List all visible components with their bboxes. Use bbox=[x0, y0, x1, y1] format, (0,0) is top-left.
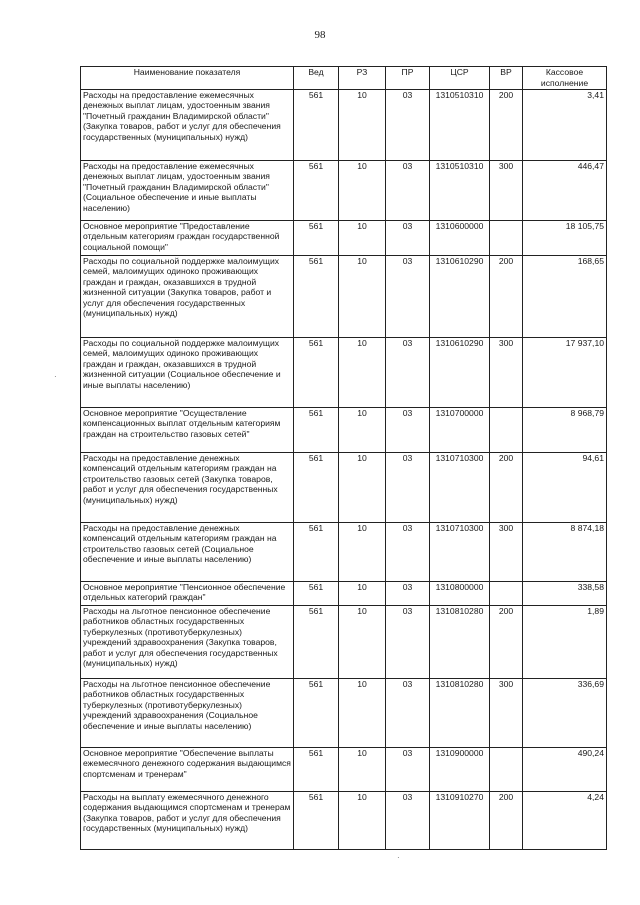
row-vr: 200 bbox=[490, 90, 523, 161]
row-ved: 561 bbox=[294, 256, 339, 338]
row-name: Основное мероприятие "Осуществление компенсационных выплат отдельным категориям граждан на строительство газовых сетей" bbox=[81, 408, 294, 453]
row-ved: 561 bbox=[294, 453, 339, 523]
row-name: Расходы на льготное пенсионное обеспечение работников областных государственных туберкулезных (противотуберкулезных) учреждений здравоохранения (Закупка товаров, работ и услуг для обеспечения государственных (муниципальных) нужд) bbox=[81, 606, 294, 679]
row-rz: 10 bbox=[339, 90, 386, 161]
row-cash: 338,58 bbox=[523, 582, 607, 606]
row-ved: 561 bbox=[294, 221, 339, 256]
row-csr: 1310810280 bbox=[430, 606, 490, 679]
row-rz: 10 bbox=[339, 679, 386, 748]
row-name: Расходы на предоставление денежных компенсаций отдельным категориям граждан на строительство газовых сетей (Закупка товаров, работ и услуг для обеспечения государственных (муниципальных) нужд) bbox=[81, 453, 294, 523]
row-ved: 561 bbox=[294, 408, 339, 453]
row-pr: 03 bbox=[386, 408, 430, 453]
table-row bbox=[81, 161, 607, 221]
header-ved: Вед bbox=[294, 67, 339, 90]
row-vr: 300 bbox=[490, 161, 523, 221]
row-csr: 1310610290 bbox=[430, 256, 490, 338]
row-cash: 94,61 bbox=[523, 453, 607, 523]
row-vr bbox=[490, 408, 523, 453]
row-ved: 561 bbox=[294, 161, 339, 221]
row-rz: 10 bbox=[339, 792, 386, 850]
row-pr: 03 bbox=[386, 161, 430, 221]
row-ved: 561 bbox=[294, 748, 339, 792]
row-vr bbox=[490, 221, 523, 256]
row-pr: 03 bbox=[386, 256, 430, 338]
header-pr: ПР bbox=[386, 67, 430, 90]
row-vr: 200 bbox=[490, 256, 523, 338]
row-name: Расходы на предоставление денежных компенсаций отдельным категориям граждан на строительство газовых сетей (Социальное обеспечение и иные выплаты населению) bbox=[81, 523, 294, 582]
row-ved: 561 bbox=[294, 523, 339, 582]
row-vr: 300 bbox=[490, 523, 523, 582]
row-pr: 03 bbox=[386, 453, 430, 523]
table-row bbox=[81, 606, 607, 679]
row-csr: 1310600000 bbox=[430, 221, 490, 256]
row-csr: 1310810280 bbox=[430, 679, 490, 748]
header-rz: РЗ bbox=[339, 67, 386, 90]
row-name: Расходы по социальной поддержке малоимущих семей, малоимущих одиноко проживающих граждан и граждан, оказавшихся в трудной жизненной ситуации (Социальное обеспечение и иные выплаты населению) bbox=[81, 338, 294, 408]
row-ved: 561 bbox=[294, 582, 339, 606]
row-name: Основное мероприятие "Предоставление отдельным категориям граждан государственной социальной помощи" bbox=[81, 221, 294, 256]
row-csr: 1310710300 bbox=[430, 453, 490, 523]
row-name: Основное мероприятие "Пенсионное обеспечение отдельных категорий граждан" bbox=[81, 582, 294, 606]
row-name: Расходы по социальной поддержке малоимущих семей, малоимущих одиноко проживающих граждан и граждан, оказавшихся в трудной жизненной ситуации (Закупка товаров, работ и услуг для обеспечения государственных (муниципальных) нужд) bbox=[81, 256, 294, 338]
table-row bbox=[81, 748, 607, 792]
row-pr: 03 bbox=[386, 523, 430, 582]
row-cash: 8 968,79 bbox=[523, 408, 607, 453]
table-row bbox=[81, 582, 607, 606]
row-csr: 1310910270 bbox=[430, 792, 490, 850]
row-csr: 1310510310 bbox=[430, 90, 490, 161]
row-pr: 03 bbox=[386, 748, 430, 792]
row-csr: 1310610290 bbox=[430, 338, 490, 408]
row-ved: 561 bbox=[294, 792, 339, 850]
table-row bbox=[81, 221, 607, 256]
row-rz: 10 bbox=[339, 582, 386, 606]
table-row bbox=[81, 792, 607, 850]
row-csr: 1310900000 bbox=[430, 748, 490, 792]
table-row bbox=[81, 679, 607, 748]
row-vr: 200 bbox=[490, 453, 523, 523]
row-name: Расходы на выплату ежемесячного денежного содержания выдающимся спортсменам и тренерам (Закупка товаров, работ и услуг для обеспечения государственных (муниципальных) нужд) bbox=[81, 792, 294, 850]
row-vr: 300 bbox=[490, 679, 523, 748]
row-cash: 336,69 bbox=[523, 679, 607, 748]
header-name: Наименование показателя bbox=[81, 67, 294, 90]
row-csr: 1310700000 bbox=[430, 408, 490, 453]
row-rz: 10 bbox=[339, 453, 386, 523]
row-csr: 1310510310 bbox=[430, 161, 490, 221]
row-vr bbox=[490, 748, 523, 792]
row-name: Основное мероприятие "Обеспечение выплаты ежемесячного денежного содержания выдающимся спортсменам и тренерам" bbox=[81, 748, 294, 792]
row-pr: 03 bbox=[386, 792, 430, 850]
table-header-row bbox=[81, 67, 607, 90]
row-vr bbox=[490, 582, 523, 606]
row-cash: 8 874,18 bbox=[523, 523, 607, 582]
row-ved: 561 bbox=[294, 90, 339, 161]
row-rz: 10 bbox=[339, 161, 386, 221]
row-vr: 200 bbox=[490, 606, 523, 679]
row-rz: 10 bbox=[339, 606, 386, 679]
row-name: Расходы на льготное пенсионное обеспечение работников областных государственных туберкулезных (противотуберкулезных) учреждений здравоохранения (Социальное обеспечение и иные выплаты населению) bbox=[81, 679, 294, 748]
row-pr: 03 bbox=[386, 90, 430, 161]
row-cash: 168,65 bbox=[523, 256, 607, 338]
header-vr: ВР bbox=[490, 67, 523, 90]
row-vr: 300 bbox=[490, 338, 523, 408]
row-rz: 10 bbox=[339, 338, 386, 408]
page-number: 98 bbox=[314, 29, 326, 41]
table-row bbox=[81, 408, 607, 453]
row-cash: 3,41 bbox=[523, 90, 607, 161]
row-cash: 1,89 bbox=[523, 606, 607, 679]
row-ved: 561 bbox=[294, 679, 339, 748]
row-cash: 17 937,10 bbox=[523, 338, 607, 408]
row-pr: 03 bbox=[386, 582, 430, 606]
row-pr: 03 bbox=[386, 338, 430, 408]
row-csr: 1310800000 bbox=[430, 582, 490, 606]
scan-speck: · bbox=[54, 372, 57, 381]
row-cash: 18 105,75 bbox=[523, 221, 607, 256]
row-cash: 490,24 bbox=[523, 748, 607, 792]
budget-table bbox=[80, 66, 607, 850]
row-vr: 200 bbox=[490, 792, 523, 850]
row-ved: 561 bbox=[294, 606, 339, 679]
row-csr: 1310710300 bbox=[430, 523, 490, 582]
row-rz: 10 bbox=[339, 748, 386, 792]
row-pr: 03 bbox=[386, 606, 430, 679]
header-cash: Кассовое исполнение bbox=[523, 67, 607, 90]
table-row bbox=[81, 256, 607, 338]
table-row bbox=[81, 523, 607, 582]
table-row bbox=[81, 453, 607, 523]
row-name: Расходы на предоставление ежемесячных денежных выплат лицам, удостоенным звания "Почетный гражданин Владимирской области" (Закупка товаров, работ и услуг для обеспечения государственных (муниципальных) нужд) bbox=[81, 90, 294, 161]
row-rz: 10 bbox=[339, 408, 386, 453]
table-row bbox=[81, 90, 607, 161]
row-pr: 03 bbox=[386, 221, 430, 256]
table-row bbox=[81, 338, 607, 408]
row-pr: 03 bbox=[386, 679, 430, 748]
row-rz: 10 bbox=[339, 221, 386, 256]
scan-speck: · bbox=[397, 853, 400, 862]
row-cash: 446,47 bbox=[523, 161, 607, 221]
row-cash: 4,24 bbox=[523, 792, 607, 850]
row-ved: 561 bbox=[294, 338, 339, 408]
row-rz: 10 bbox=[339, 256, 386, 338]
row-rz: 10 bbox=[339, 523, 386, 582]
row-name: Расходы на предоставление ежемесячных денежных выплат лицам, удостоенным звания "Почетный гражданин Владимирской области" (Социальное обеспечение и иные выплаты населению) bbox=[81, 161, 294, 221]
header-csr: ЦСР bbox=[430, 67, 490, 90]
